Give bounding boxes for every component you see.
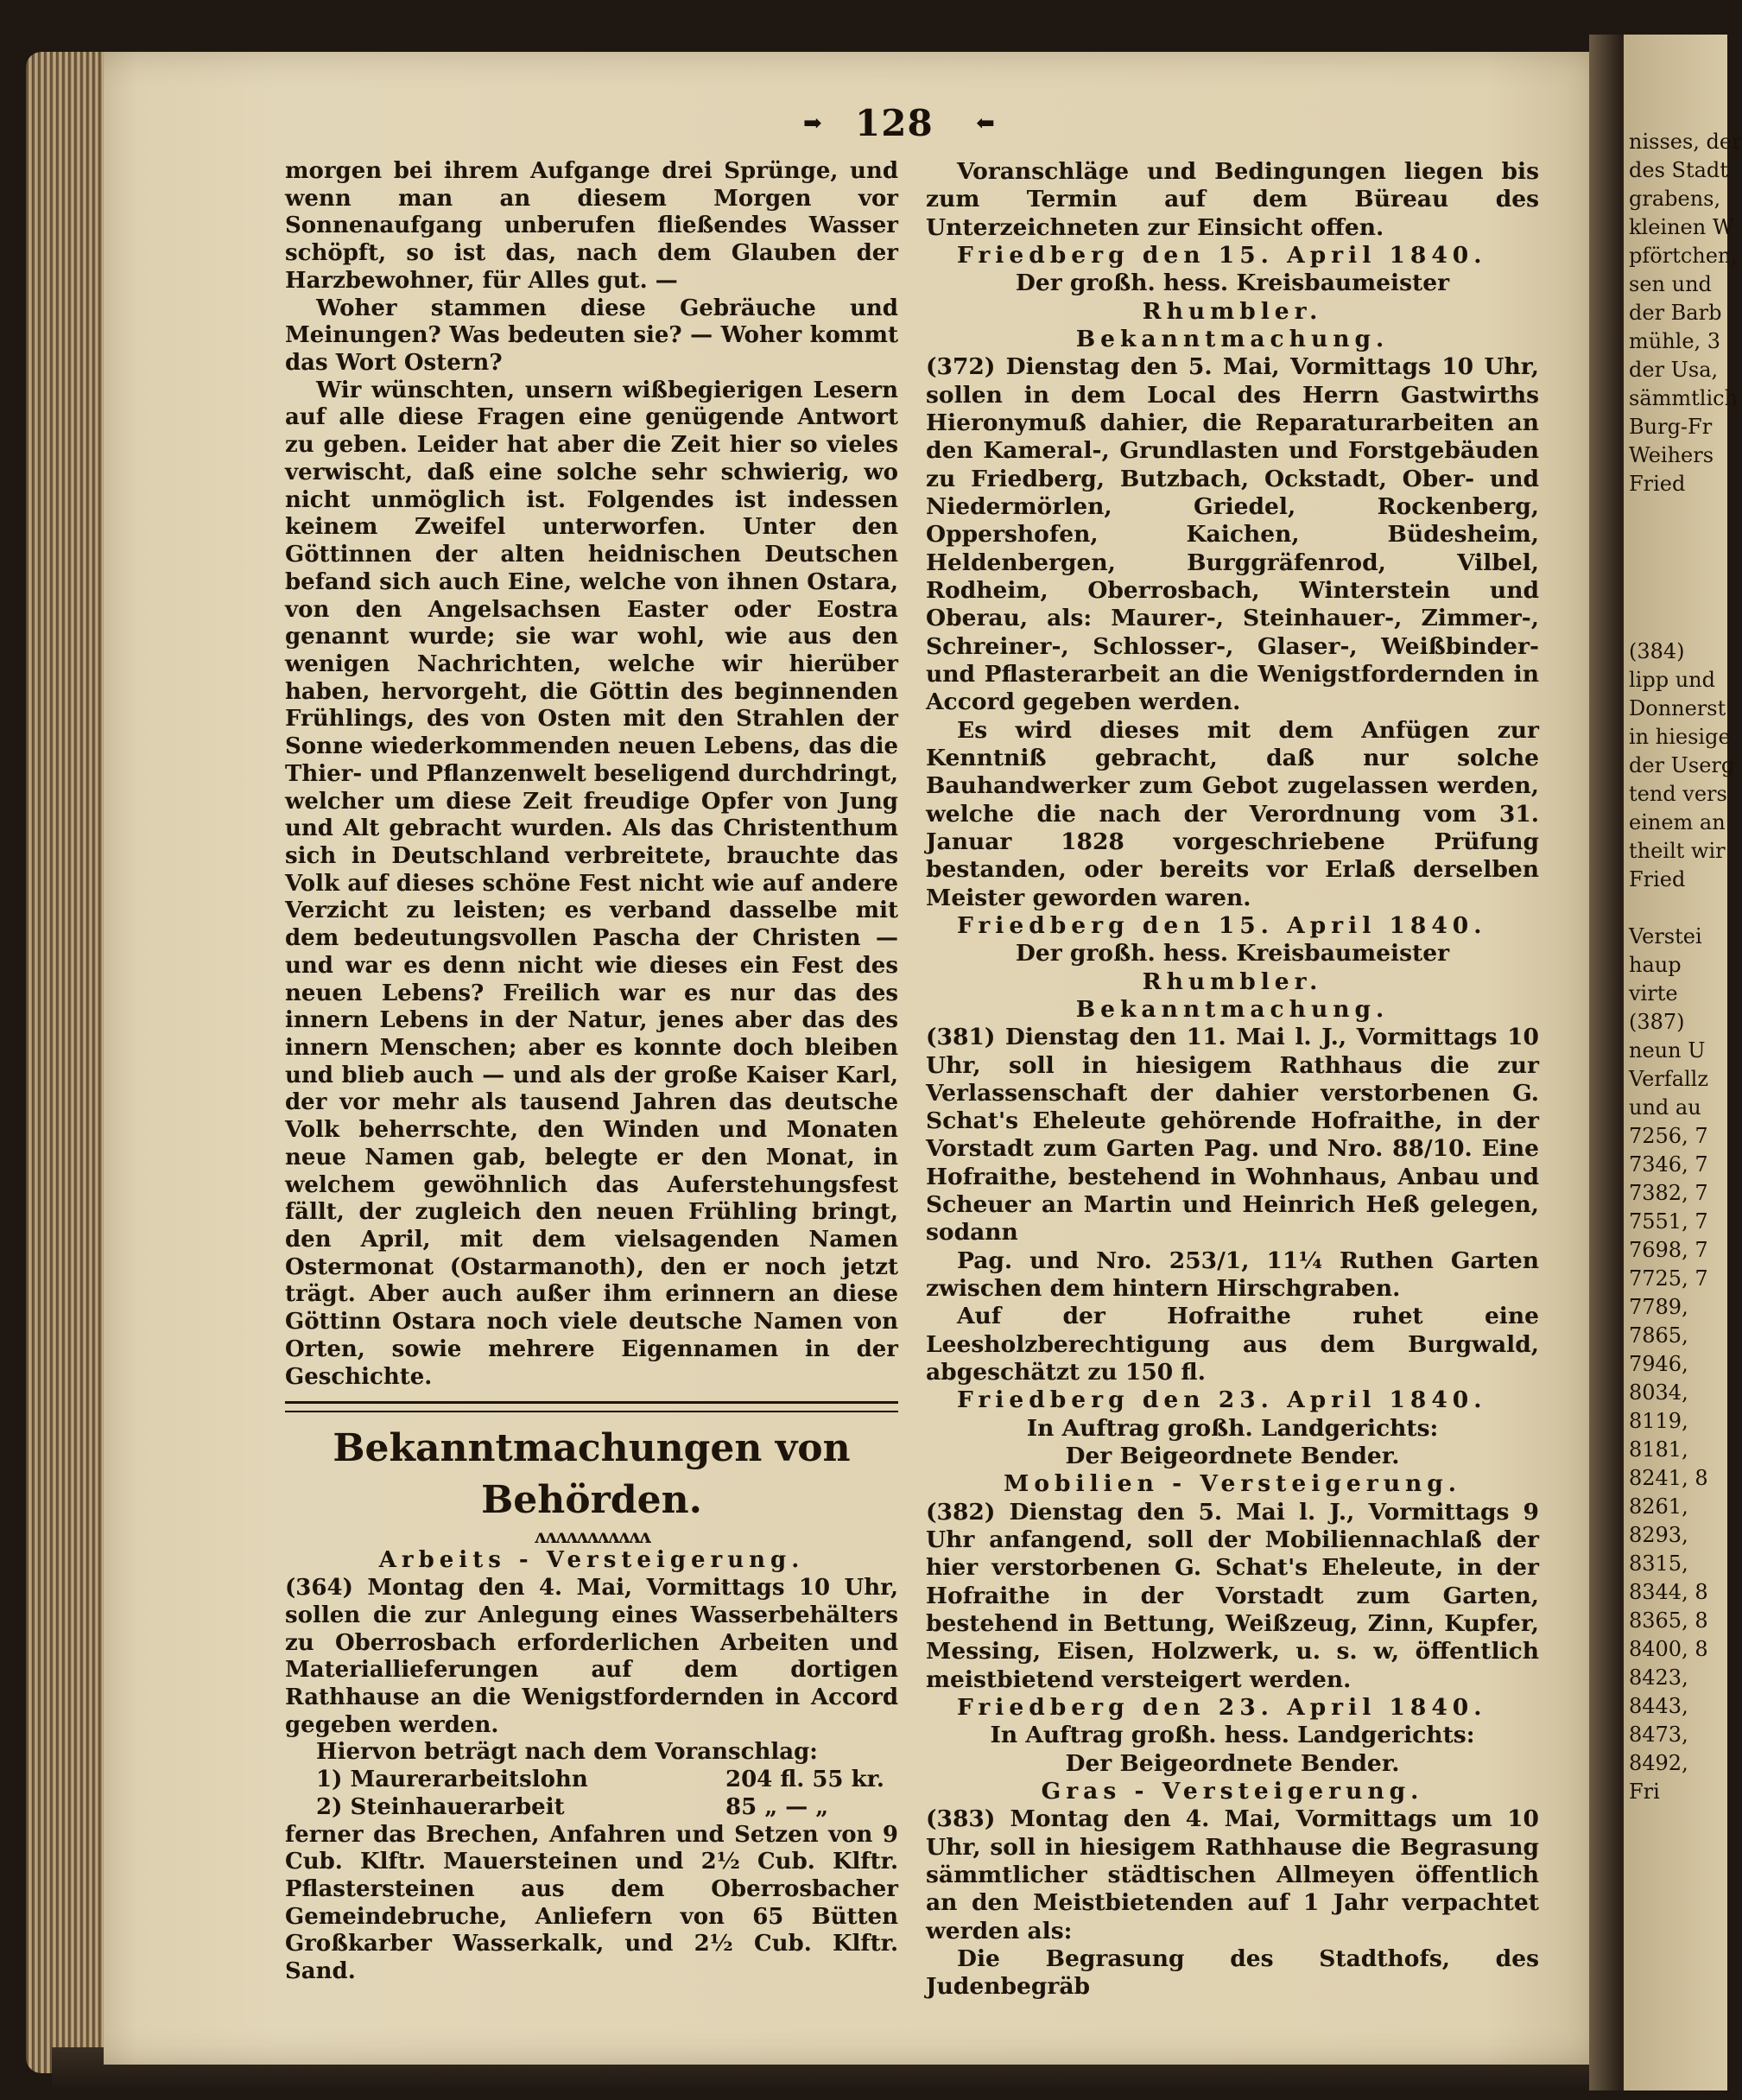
notice-date: Friedberg den 23. April 1840. xyxy=(957,1694,1487,1722)
next-page-edge xyxy=(1624,35,1742,2090)
next-page-fragment: Weihers xyxy=(1629,443,1714,467)
estimate-value: 204 fl. 55 kr. xyxy=(725,1767,884,1793)
signature: Der großh. hess. Kreisbaumeister xyxy=(1015,940,1450,968)
next-page-fragment: 7698, 7 xyxy=(1629,1238,1708,1262)
next-page-fragment: 8034, xyxy=(1629,1380,1688,1405)
next-page-fragment: Fried xyxy=(1629,867,1686,891)
next-page-fragment: 7256, 7 xyxy=(1629,1124,1708,1148)
estimate-value: 85 „ — „ xyxy=(725,1793,829,1820)
next-page-fragment: sen und xyxy=(1629,272,1712,296)
notice-text: (382) Dienstag den 5. Mai l. J., Vormittags 9 Uhr anfangend, soll der Mobiliennachlaß der hier verstorbenen G. Schat's Eheleute, in der Hofraithe in der Vorstadt zum Garten, bestehend in Bettung, Weißzeug, Zinn, Kupfer, Messing, Eisen, Holzwerk, u. s. w, öffentlich meistbietend versteigert werden. xyxy=(926,1498,1539,1693)
paragraph: morgen bei ihrem Aufgange drei Sprünge, und wenn man an diesem Morgen vor Sonnenaufgang unberufen fließendes Wasser schöpft, so ist das, nach dem Glauben der Harzbewohner, für Alles gut. — xyxy=(285,158,898,294)
next-page-fragment: 7551, 7 xyxy=(1629,1209,1708,1234)
signature-name: Rhumbler. xyxy=(1142,968,1323,995)
next-page-fragment: 8261, xyxy=(1629,1494,1688,1519)
notice-text: Es wird dieses mit dem Anfügen zur Kenntniß gebracht, daß nur solche Bauhandwerker zum Gebot zugelassen werden, welche die nach der Verordnung vom 31. Januar 1828 vorgeschriebene Prüfung bestanden, oder bereits vor Erlaß derselben Meister geworden waren. xyxy=(926,716,1539,911)
notice-text: Voranschläge und Bedingungen liegen bis zum Termin auf dem Büreau des Unterzeichneten zur Einsicht offen. xyxy=(926,158,1539,241)
next-page-fragment: 8293, xyxy=(1629,1523,1688,1547)
next-page-fragment: 7946, xyxy=(1629,1352,1688,1376)
next-page-fragment: Fried xyxy=(1629,472,1686,496)
next-page-fragment: haup xyxy=(1629,953,1682,977)
signature-name: Der Beigeordnete Bender. xyxy=(1065,1443,1400,1470)
notice-heading: Bekanntmachung. xyxy=(1075,325,1390,352)
next-page-fragment: tend vers xyxy=(1629,782,1727,806)
paragraph: Wir wünschten, unsern wißbegierigen Lesern auf alle diese Fragen eine genügende Antwort zu geben. Leider hat aber die Zeit hier so vieles verwischt, daß eine solche sehr schwierig, wo nicht unmöglich ist. Folgendes ist indessen keinem Zweifel unterworfen. Unter den Göttinnen der alten heidnischen Deutschen befand sich auch Eine, welche von ihnen Ostara, von den Angelsachsen Easter oder Eostra genannt wurde; sie war wohl, wie aus den wenigen Nachrichten, welche wir hierüber haben, hervorgeht, die Göttin des beginnenden Frühlings, des von Osten mit den Strahlen der Sonne wiederkommenden neuen Lebens, das die Thier- und Pflanzenwelt beseligend durchdringt, welcher um diese Zeit freudige Opfer von Jung und Alt gebracht wurden. Als das Christenthum sich in Deutschland verbreitete, brauchte das Volk auf dieses schöne Fest nicht wie auf andere Verzicht zu leisten; es verband dasselbe mit dem bedeutungsvollen Pascha der Christen — und war es denn nicht wie dieses ein Fest des neuen Lebens? Freilich war es nur das des innern Lebens in der Natur, jenes aber das des innern Menschen; aber es konnte doch bleiben und blieb auch — und als der große Kaiser Karl, der vor mehr als tausend Jahren das deutsche Volk beherrschte, den Winden und Monaten neue Namen gab, belegte er den Monat, in welchem gewöhnlich das Auferstehungsfest fällt, der zugleich den neuen Frühling bringt, den April, mit dem vielsagenden Namen Ostermonat (Ostarmanoth), den er noch jetzt trägt. Aber auch außer ihm erinnern an diese Göttinn Ostara noch viele deutsche Namen von Orten, sowie mehrere Eigennamen in der Geschichte. xyxy=(285,377,898,1390)
signature: In Auftrag großh. Landgerichts: xyxy=(1026,1414,1439,1442)
next-page-fragment: Fri xyxy=(1629,1780,1660,1804)
notice-heading: Gras - Versteigerung. xyxy=(1041,1778,1424,1805)
next-page-fragment: theilt wir xyxy=(1629,839,1726,863)
estimate-intro: Hiervon beträgt nach dem Voranschlag: xyxy=(316,1739,818,1766)
estimate-row xyxy=(285,1794,898,1822)
signature-name: Rhumbler. xyxy=(1142,297,1323,325)
next-page-fragment: 7789, xyxy=(1629,1295,1688,1319)
next-page-fragment: 8423, xyxy=(1629,1665,1688,1690)
estimate-label: 1) Maurerarbeitslohn xyxy=(316,1767,588,1793)
notice-text: Die Begrasung des Stadthofs, des Judenbegräb xyxy=(926,1945,1539,2001)
ornament-right-icon: ⬅ xyxy=(976,111,995,136)
next-page-fragment: der Userg xyxy=(1629,753,1735,777)
next-page-fragment: Burg-Fr xyxy=(1629,415,1713,439)
next-page-fragment: 7382, 7 xyxy=(1629,1181,1708,1205)
page-number: 128 xyxy=(855,102,934,144)
next-page-fragment: 8400, 8 xyxy=(1629,1637,1708,1661)
next-page-fragment: 8443, xyxy=(1629,1694,1688,1718)
notice-text: (383) Montag den 4. Mai, Vormittags um 10 Uhr, soll in hiesigem Rathhause die Begrasung sämmtlicher städtischen Allmeyen öffentlich an den Meistbietenden auf 1 Jahr verpachtet werden als: xyxy=(926,1805,1539,1945)
notice-text: (364) Montag den 4. Mai, Vormittags 10 Uhr, sollen die zur Anlegung eines Wasserbehälters zu Oberrosbach erforderlichen Arbeiten und Materiallieferungen auf dem dortigen Rathhause an die Wenigstfordernden in Accord gegeben werden. xyxy=(285,1575,898,1738)
notice-date: Friedberg den 15. April 1840. xyxy=(957,911,1487,939)
next-page-fragment: in hiesige xyxy=(1629,725,1731,749)
next-page-fragment: (387) xyxy=(1629,1010,1685,1034)
estimate-row xyxy=(285,1767,898,1794)
next-page-fragment: 8473, xyxy=(1629,1723,1688,1747)
next-page-fragment: grabens, xyxy=(1629,187,1721,211)
next-page-fragment: 8492, xyxy=(1629,1751,1688,1775)
next-page-fragment: (384) xyxy=(1629,639,1685,663)
next-page-fragment: mühle, 3 xyxy=(1629,329,1721,353)
next-page-fragment: nisses, der xyxy=(1629,130,1742,154)
next-page-fragment: und au xyxy=(1629,1095,1701,1120)
signature: Der großh. hess. Kreisbaumeister xyxy=(1015,270,1450,297)
notice-text: (381) Dienstag den 11. Mai l. J., Vormittags 10 Uhr, soll in hiesigem Rathhaus die zur Verlassenschaft der dahier verstorbenen G. Schat's Eheleute gehörende Hofraithe, in der Vorstadt zum Garten Pag. und Nro. 88/10. Eine Hofraithe, bestehend in Wohnhaus, Anbau und Scheuer an Martin und Heinrich Heß gelegen, sodann xyxy=(926,1024,1539,1247)
notice-date: Friedberg den 23. April 1840. xyxy=(957,1386,1487,1414)
right-column xyxy=(926,158,1539,2002)
notice-heading: Mobilien - Versteigerung. xyxy=(1004,1470,1461,1498)
notice-text: (372) Dienstag den 5. Mai, Vormittags 10 Uhr, sollen in dem Local des Herrn Gastwirths Hieronymuß dahier, die Reparaturarbeiten an den Kameral-, Grundlasten und Forstgebäuden zu Friedberg, Butzbach, Ockstadt, Ober- und Niedermörlen, Griedel, Rockenberg, Oppershofen, Kaichen, Büdesheim, Heldenbergen, Burggräfenrod, Vilbel, Rodheim, Oberrosbach, Winterstein und Oberau, als: Maurer-, Steinhauer-, Zimmer-, Schreiner-, Schlosser-, Glaser-, Weißbinder- und Pflasterarbeit an die Wenigstfordernden in Accord gegeben werden. xyxy=(926,353,1539,716)
left-column xyxy=(285,158,898,1986)
notice-text: ferner das Brechen, Anfahren und Setzen von 9 Cub. Klftr. Mauersteinen und 2½ Cub. Klftr. Pflastersteinen aus dem Oberrosbacher Gemeindebruche, Anliefern von 65 Bütten Großkarber Wasserkalk, und 2½ Cub. Klftr. Sand. xyxy=(285,1821,898,1985)
notice-text: Pag. und Nro. 253/1, 11¼ Ruthen Garten zwischen dem hintern Hirschgraben. xyxy=(926,1247,1539,1303)
next-page-fragment: pförtchen, xyxy=(1629,244,1738,268)
next-page-fragment: 7725, 7 xyxy=(1629,1266,1708,1291)
next-page-fragment: Verfallz xyxy=(1629,1067,1708,1091)
next-page-fragment: sämmtlich xyxy=(1629,386,1739,410)
next-page-fragment: 8344, 8 xyxy=(1629,1580,1708,1604)
next-page-fragment: kleinen W xyxy=(1629,215,1734,239)
ornament-squiggle: ᴧᴧᴧᴧᴧᴧᴧᴧᴧᴧᴧ xyxy=(534,1526,649,1549)
estimate-label: 2) Steinhauerarbeit xyxy=(316,1793,565,1820)
paragraph: Woher stammen diese Gebräuche und Meinungen? Was bedeuten sie? — Woher kommt das Wort Ostern? xyxy=(285,295,898,377)
next-page-fragment: 7346, 7 xyxy=(1629,1152,1708,1177)
notice-text: Auf der Hofraithe ruhet eine Leesholzberechtigung aus dem Burgwald, abgeschätzt zu 150 fl. xyxy=(926,1303,1539,1386)
notice-heading: Arbeits - Versteigerung. xyxy=(378,1547,805,1574)
next-page-fragment: der Barb xyxy=(1629,301,1722,325)
next-page-fragment: lipp und xyxy=(1629,668,1715,692)
next-page-fragment: virte xyxy=(1629,981,1678,1006)
next-page-fragment: Verstei xyxy=(1629,924,1702,948)
next-page-fragment: der Usa, xyxy=(1629,358,1719,382)
section-title: Bekanntmachungen von Behörden. xyxy=(333,1426,851,1523)
notice-heading: Bekanntmachung. xyxy=(1075,995,1390,1023)
signature-name: Der Beigeordnete Bender. xyxy=(1065,1749,1400,1777)
next-page-fragment: 8315, xyxy=(1629,1551,1688,1576)
ornament-left-icon: ➡ xyxy=(803,111,822,136)
next-page-fragment: einem an xyxy=(1629,810,1726,834)
section-divider xyxy=(285,1401,898,1412)
next-page-fragment: Donnerst xyxy=(1629,696,1726,720)
notice-date: Friedberg den 15. April 1840. xyxy=(957,241,1487,269)
signature: In Auftrag großh. hess. Landgerichts: xyxy=(990,1722,1475,1749)
next-page-fragment: 8119, xyxy=(1629,1409,1688,1433)
next-page-fragment: 8181, xyxy=(1629,1437,1688,1462)
next-page-fragment: 8241, 8 xyxy=(1629,1466,1708,1490)
next-page-fragment: neun U xyxy=(1629,1038,1706,1063)
next-page-fragment: 7865, xyxy=(1629,1323,1688,1348)
next-page-fragment: 8365, 8 xyxy=(1629,1608,1708,1633)
next-page-fragment: des Stadt xyxy=(1629,158,1728,182)
